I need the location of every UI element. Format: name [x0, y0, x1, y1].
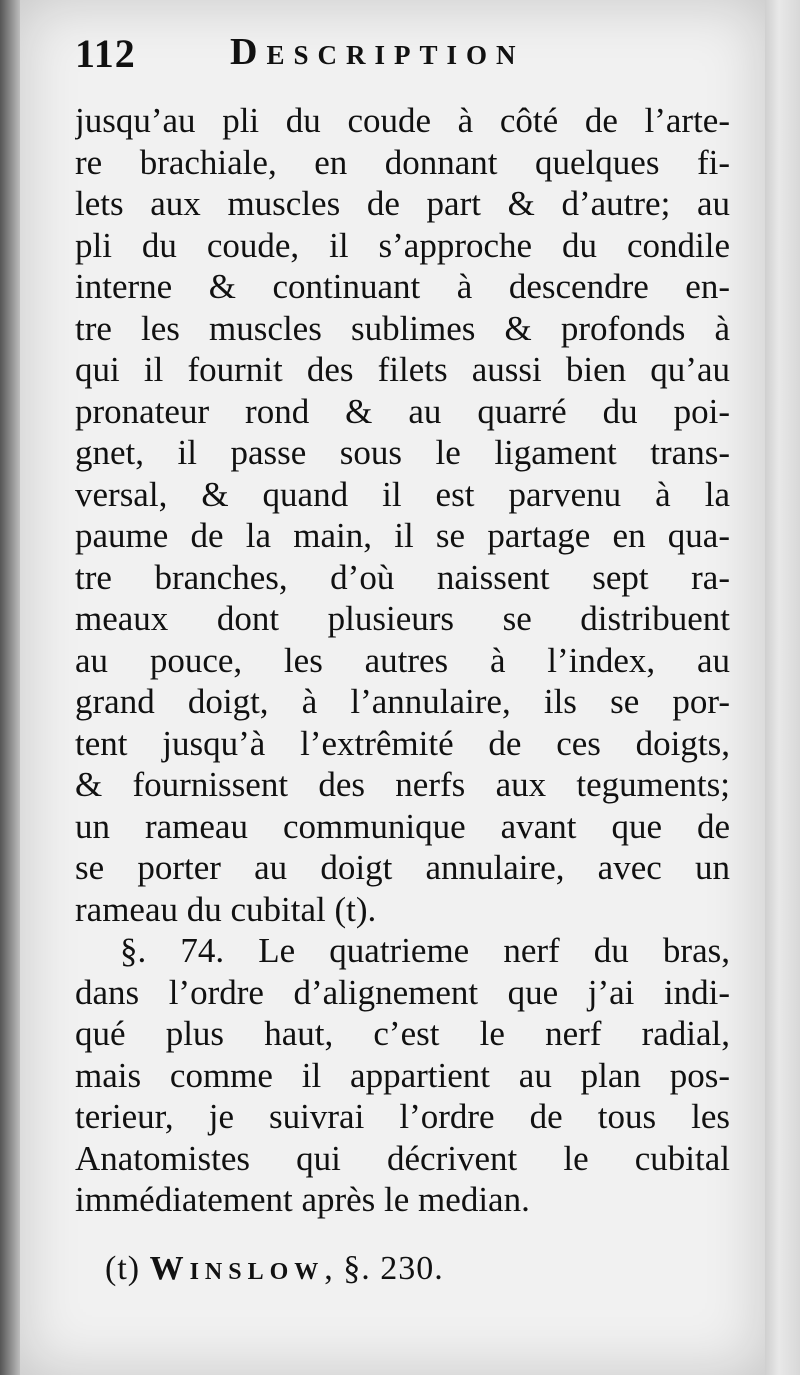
text-line: jusqu’au pli du coude à côté de l’arte-: [75, 101, 730, 140]
text-line: rameau du cubital (t).: [75, 889, 377, 929]
page-header: [75, 30, 735, 90]
text-line: pli du coude, il s’approche du condile: [75, 225, 730, 265]
text-line: tre branches, d’où naissent sept ra-: [75, 557, 730, 597]
text-line: meaux dont plusieurs se distribuent: [75, 599, 730, 638]
text-line: immédiatement après le median.: [75, 1180, 530, 1219]
text-line: gnet, il passe sous le ligament trans-: [75, 433, 730, 472]
page-number: 112: [75, 31, 136, 76]
page-left-shadow: [0, 0, 20, 1375]
text-line: un rameau communique avant que de: [75, 806, 730, 846]
page-right-edge: [765, 0, 800, 1375]
text-line: se porter au doigt annulaire, avec un: [75, 848, 730, 887]
text-line: qué plus haut, c’est le nerf radial,: [75, 1014, 730, 1053]
text-line: Anatomistes qui décrivent le cubital: [75, 1138, 730, 1178]
footnote-reference: , §. 230.: [324, 1250, 444, 1287]
text-line: & fournissent des nerfs aux teguments;: [75, 765, 730, 804]
footnote: [105, 1250, 625, 1288]
text-line: grand doigt, à l’annulaire, ils se por-: [75, 682, 730, 721]
text-line: paume de la main, il se partage en qua-: [75, 516, 730, 555]
text-line: au pouce, les autres à l’index, au: [75, 640, 730, 680]
text-line: dans l’ordre d’alignement que j’ai indi-: [75, 972, 730, 1012]
text-line: re brachiale, en donnant quelques fi-: [75, 142, 730, 182]
text-line: interne & continuant à descendre en-: [75, 267, 730, 306]
text-line: qui il fournit des filets aussi bien qu’au: [75, 350, 730, 389]
text-line: tre les muscles sublimes & profonds à: [75, 308, 730, 348]
text-line: versal, & quand il est parvenu à la: [75, 474, 730, 514]
text-line: pronateur rond & au quarré du poi-: [75, 391, 730, 431]
body-text: [75, 100, 730, 1221]
section-start-line: §. 74. Le quatrieme nerf du bras,: [120, 931, 730, 970]
text-line: terieur, je suivrai l’ordre de tous les: [75, 1097, 730, 1136]
running-title: Description: [230, 31, 525, 73]
footnote-marker: (t): [105, 1250, 141, 1287]
text-line: lets aux muscles de part & d’autre; au: [75, 184, 730, 223]
text-line: tent jusqu’à l’extrêmité de ces doigts,: [75, 723, 730, 763]
footnote-author: Winslow: [149, 1250, 325, 1287]
text-line: mais comme il appartient au plan pos-: [75, 1055, 730, 1095]
